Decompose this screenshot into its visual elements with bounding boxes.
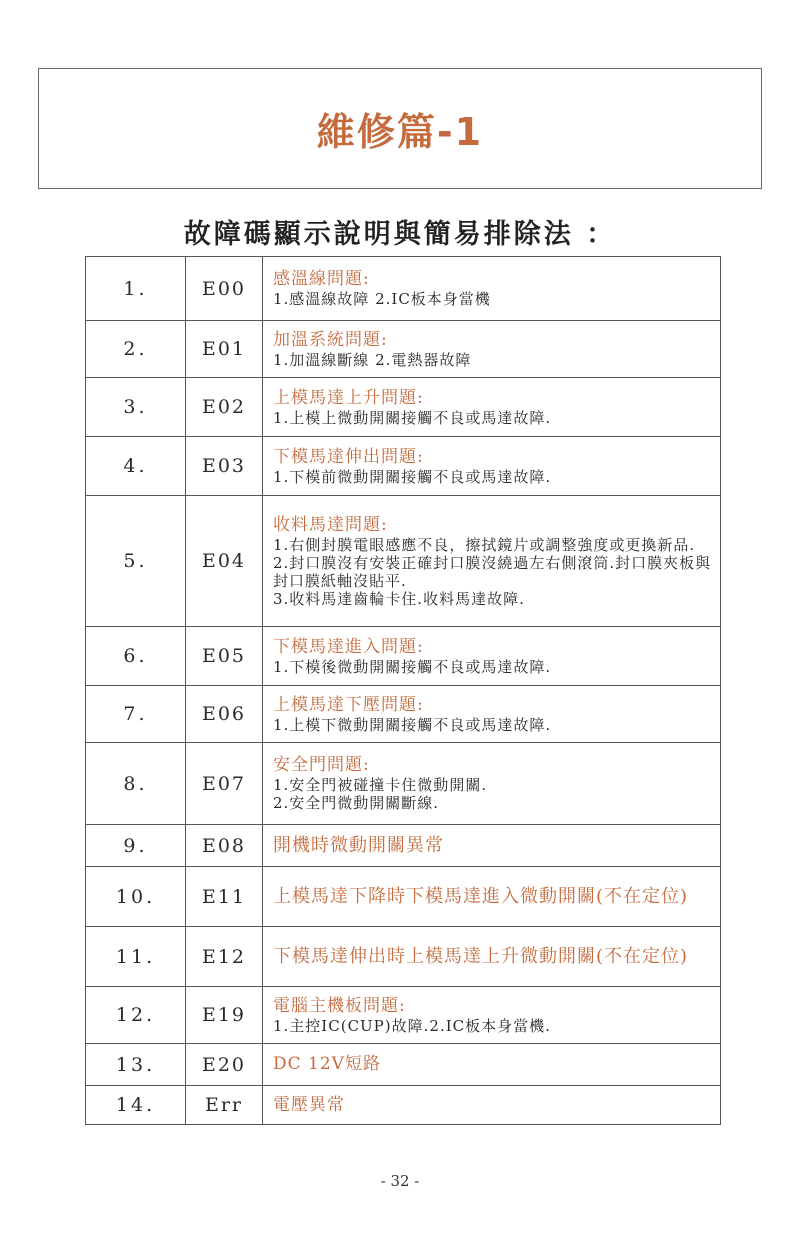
description-title: 加溫系統問題: [273,329,388,350]
row-number: 14. [86,1086,186,1125]
description-title: 下模馬達進入問題: [273,636,424,657]
description-line: 1.安全門被碰撞卡住微動開關. [273,776,488,794]
row-number: 10. [86,867,186,927]
row-number: 7. [86,686,186,743]
table-row [86,321,721,378]
table-row [86,496,721,627]
description-title: 電壓異常 [273,1094,345,1115]
error-code: E02 [186,378,263,437]
row-number: 13. [86,1044,186,1086]
description-title: 收料馬達問題: [273,514,388,535]
row-description [263,825,721,867]
description-line: 3.收料馬達齒輪卡住.收料馬達故障. [273,589,525,608]
row-number: 11. [86,927,186,987]
table-row [86,743,721,825]
row-description [263,867,721,927]
row-description [263,378,721,437]
table-row [86,378,721,437]
row-number: 9. [86,825,186,867]
row-description [263,496,721,627]
description-title: 感溫線問題: [273,269,370,289]
table-row [86,437,721,496]
description-title: 上模馬達下降時下模馬達進入微動開關(不在定位) [273,885,689,907]
row-number: 5. [86,496,186,627]
row-description [263,1044,721,1086]
row-number: 6. [86,627,186,686]
table-row [86,825,721,867]
error-code: E03 [186,437,263,496]
row-description [263,627,721,686]
section-header-box [38,68,762,189]
row-number: 12. [86,987,186,1044]
row-number: 1. [86,257,186,321]
error-code: E12 [186,927,263,987]
table-row [86,1044,721,1086]
table-row [86,927,721,987]
row-number: 8. [86,743,186,825]
description-title: DC 12V短路 [273,1054,381,1074]
description-line: 1.感溫線故障 2.IC板本身當機 [273,290,491,308]
error-code: E11 [186,867,263,927]
row-description [263,927,721,987]
table-row [86,867,721,927]
row-number: 3. [86,378,186,437]
error-code-table [85,256,721,1125]
row-description [263,686,721,743]
table-row [86,627,721,686]
row-description [263,743,721,825]
row-number: 2. [86,321,186,378]
error-code: E20 [186,1044,263,1086]
row-number: 4. [86,437,186,496]
description-line: 1.右側封膜電眼感應不良，擦拭鏡片或調整強度或更換新品. [273,535,696,554]
description-title: 電腦主機板問題: [273,995,406,1016]
section-title: 維修篇-1 [316,110,484,154]
table-row [86,686,721,743]
error-code: E06 [186,686,263,743]
description-line: 2.封口膜沒有安裝正確封口膜沒繞過左右側滾筒.封口膜夾板與封口膜紙軸沒貼平. [273,553,712,590]
table-row [86,987,721,1044]
description-line: 1.上模下微動開關接觸不良或馬達故障. [273,715,552,734]
row-description [263,437,721,496]
description-title: 上模馬達上升問題: [273,387,424,408]
table-row [86,257,721,321]
error-code: E08 [186,825,263,867]
error-code: Err [186,1086,263,1125]
page-subtitle: 故障碼顯示說明與簡易排除法 ： [183,219,617,250]
description-line: 2.安全門微動開關斷線. [273,794,440,812]
description-line: 1.下模前微動開關接觸不良或馬達故障. [273,467,552,486]
error-code: E04 [186,496,263,627]
row-description [263,321,721,378]
error-code: E19 [186,987,263,1044]
error-code: E00 [186,257,263,321]
description-line: 1.下模後微動開關接觸不良或馬達故障. [273,657,552,676]
description-line: 1.加溫線斷線 2.電熱器故障 [273,350,472,369]
error-code: E05 [186,627,263,686]
row-description [263,257,721,321]
description-title: 下模馬達伸出問題: [273,446,424,467]
page-number: - 32 - [380,1172,420,1190]
description-title: 開機時微動開關異常 [273,834,444,856]
row-description [263,987,721,1044]
table-row [86,1086,721,1125]
description-line: 1.上模上微動開關接觸不良或馬達故障. [273,408,552,427]
description-line: 1.主控IC(CUP)故障.2.IC板本身當機. [273,1016,551,1035]
row-description [263,1086,721,1125]
description-title: 安全門問題: [273,755,370,775]
error-code: E01 [186,321,263,378]
description-title: 上模馬達下壓問題: [273,694,424,715]
description-title: 下模馬達伸出時上模馬達上升微動開關(不在定位) [273,945,689,967]
error-code: E07 [186,743,263,825]
